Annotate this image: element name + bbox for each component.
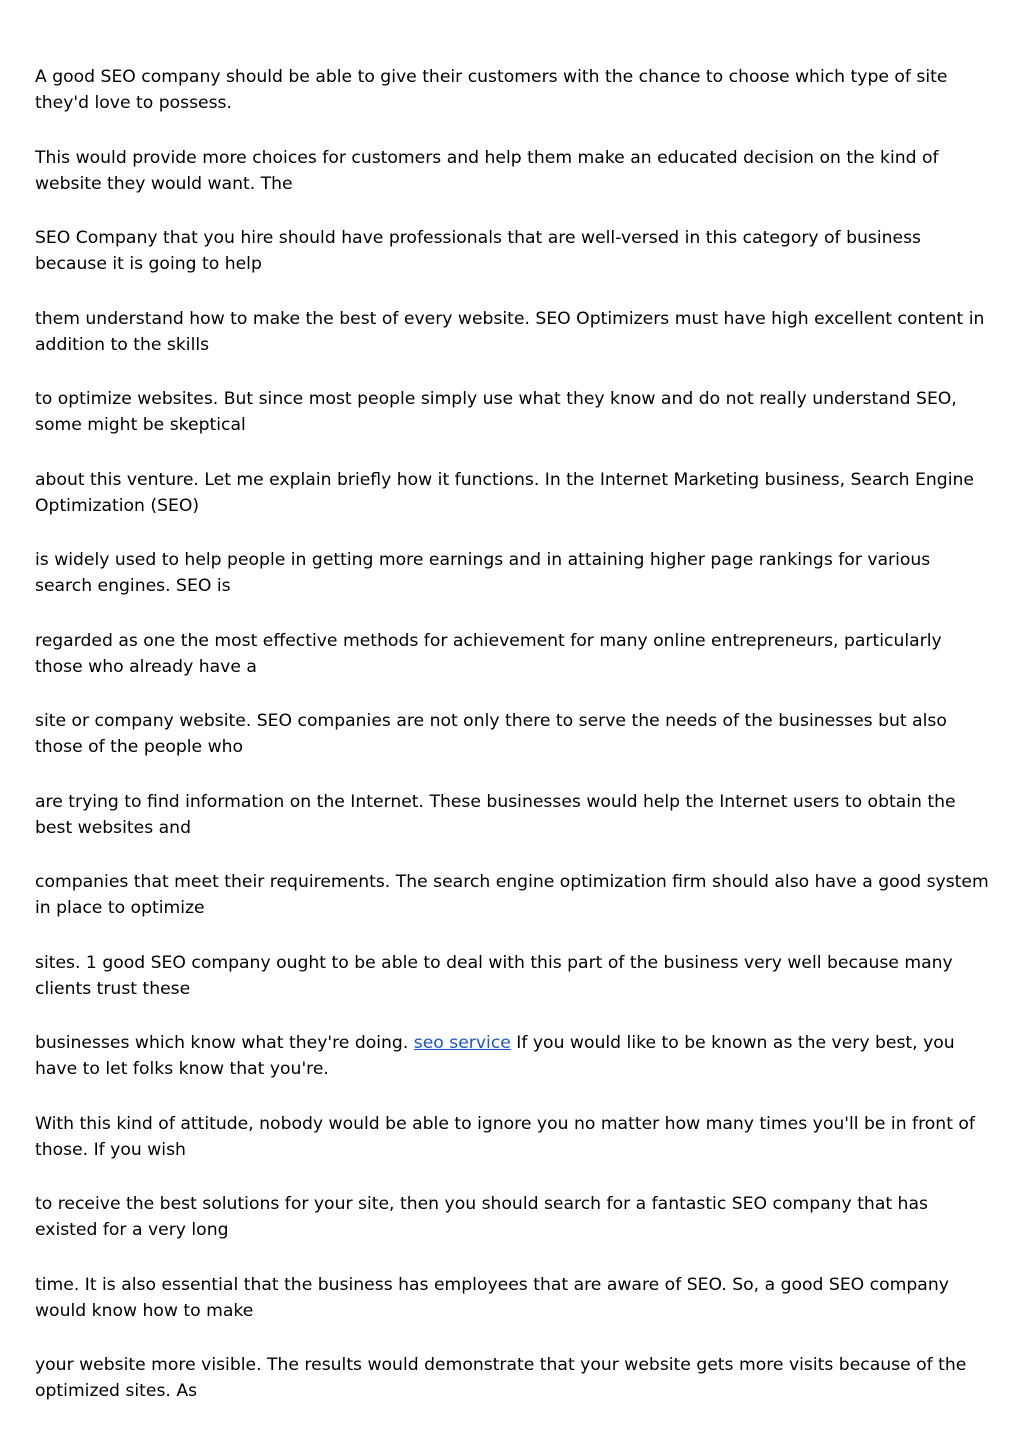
paragraph-1: A good SEO company should be able to give their customers with the chance to choose which type of site they'd love to possess. bbox=[35, 67, 948, 113]
seo-service-link[interactable]: seo service bbox=[413, 1033, 511, 1053]
paragraph-13-after-link: If you would like to be known as the very best, you have to let folks know that you're. bbox=[35, 1033, 955, 1079]
paragraph-5: to optimize websites. But since most people simply use what they know and do not really understand SEO, some might be skeptical bbox=[35, 389, 957, 435]
paragraph-12: sites. 1 good SEO company ought to be able to deal with this part of the business very well because many clients trust these bbox=[35, 952, 953, 999]
paragraph-11: companies that meet their requirements. The search engine optimization firm should also have a good system in place to optimize bbox=[35, 872, 989, 918]
document-body bbox=[35, 64, 990, 1433]
paragraph-9: site or company website. SEO companies are not only there to serve the needs of the businesses but also those of the people who bbox=[35, 711, 947, 757]
paragraph-7: is widely used to help people in getting more earnings and in attaining higher page rankings for various search engines. SEO is bbox=[35, 550, 931, 596]
paragraph-16: time. It is also essential that the business has employees that are aware of SEO. So, a good SEO company would know how to make bbox=[35, 1274, 949, 1321]
paragraph-8: regarded as one the most effective methods for achievement for many online entrepreneurs, particularly those who already have a bbox=[35, 630, 942, 677]
paragraph-15: to receive the best solutions for your site, then you should search for a fantastic SEO company that has existed for a very long bbox=[35, 1194, 928, 1240]
paragraph-2: This would provide more choices for customers and help them make an educated decision on the kind of website they would want. The bbox=[35, 147, 939, 194]
paragraph-10: are trying to find information on the Internet. These businesses would help the Internet users to obtain the best websites and bbox=[35, 791, 956, 838]
paragraph-4: them understand how to make the best of every website. SEO Optimizers must have high excellent content in addition to the skills bbox=[35, 308, 985, 355]
paragraph-3: SEO Company that you hire should have professionals that are well-versed in this category of business because it is going to help bbox=[35, 228, 921, 274]
paragraph-14: With this kind of attitude, nobody would be able to ignore you no matter how many times you'll be in front of those. If you wish bbox=[35, 1113, 975, 1160]
paragraph-13-before-link: businesses which know what they're doing. bbox=[35, 1033, 414, 1053]
paragraph-13-with-link bbox=[35, 1030, 990, 1082]
paragraph-6: about this venture. Let me explain briefly how it functions. In the Internet Marketing business, Search Engine Optimization (SEO) bbox=[35, 469, 974, 516]
paragraph-17: your website more visible. The results would demonstrate that your website gets more visits because of the optimized sites. As bbox=[35, 1355, 967, 1401]
